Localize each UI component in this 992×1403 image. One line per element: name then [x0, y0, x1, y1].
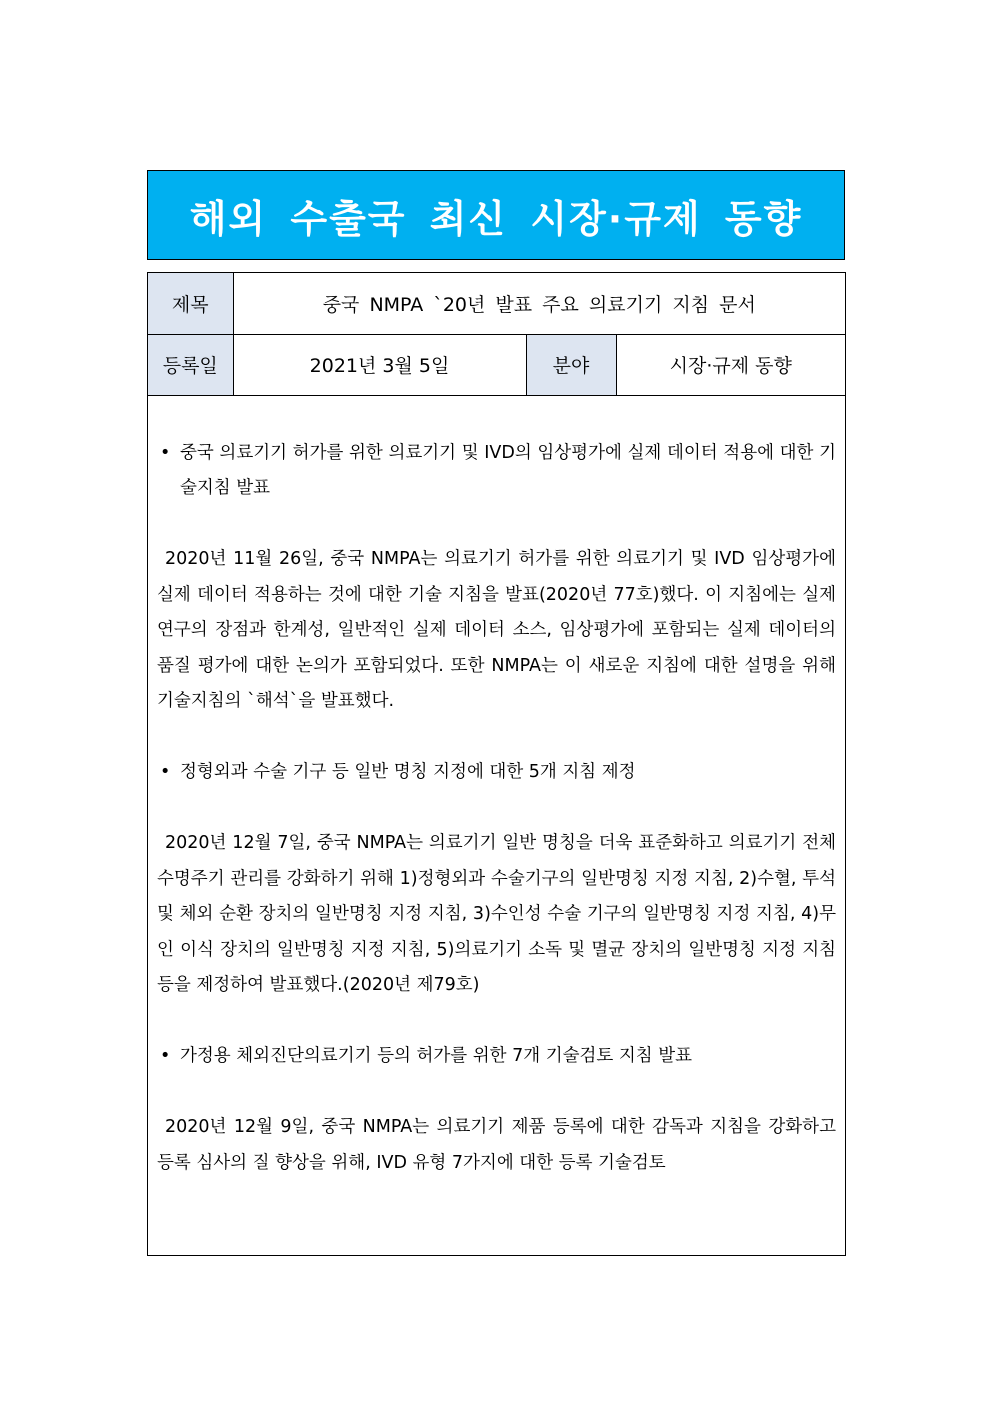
section-paragraph-3: 2020년 12월 9일, 중국 NMPA는 의료기기 제품 등록에 대한 감독과 지침을 강화하고 등록 심사의 질 향상을 위해, IVD 유형 7가지에 대한 등록 기술검토: [157, 1117, 836, 1173]
section-heading-3: [157, 1039, 836, 1075]
spacer: [157, 1004, 836, 1040]
date-label: 등록일: [148, 334, 233, 395]
spacer: [157, 507, 836, 543]
section-paragraph-1: 2020년 11월 26일, 중국 NMPA는 의료기기 허가를 위한 의료기기 및 IVD 임상평가에 실제 데이터 적용하는 것에 대한 기술 지침을 발표(2020년 77호)했다. 이 지침에는 실제 연구의 장점과 한계성, 일반적인 실제 데이터 소스, 임상평가에 포함되는 실제 데이터의 품질 평가에 대한 논의가 포함되었다. 또한 NMPA는 이 새로운 지침에 대한 설명을 위해 기술지침의 `해석`을 발표했다.: [157, 549, 836, 711]
date-value: 2021년 3월 5일: [233, 334, 526, 395]
banner-title: 해외 수출국 최신 시장·규제 동향: [189, 196, 803, 241]
document-frame: [147, 272, 846, 1256]
bullet-icon: •: [160, 442, 171, 463]
info-row-meta: [148, 334, 845, 395]
section-heading-text: 정형외과 수술 기구 등 일반 명칭 지정에 대한 5개 지침 제정: [180, 762, 636, 782]
section-paragraph-2: 2020년 12월 7일, 중국 NMPA는 의료기기 일반 명칭을 더욱 표준화하고 의료기기 전체 수명주기 관리를 강화하기 위해 1)정형외과 수술기구의 일반명칭 지정 지침, 2)수혈, 투석 및 체외 순환 장치의 일반명칭 지정 지침, 3)수인성 수술 기구의 일반명칭 지정 지침, 4)무인 이식 장치의 일반명칭 지정 지침, 5)의료기기 소독 및 멸균 장치의 일반명칭 지정 지침 등을 제정하여 발표했다.(2020년 제79호): [157, 833, 836, 995]
info-table: [148, 273, 845, 396]
spacer: [157, 1075, 836, 1111]
title-value: 중국 NMPA `20년 발표 주요 의료기기 지침 문서: [233, 273, 845, 334]
section-heading-text: 가정용 체외진단의료기기 등의 허가를 위한 7개 기술검토 지침 발표: [180, 1046, 693, 1066]
section-heading-1: [157, 436, 836, 507]
header-banner: [147, 170, 845, 260]
field-value: 시장·규제 동향: [616, 334, 845, 395]
spacer: [157, 791, 836, 827]
section-heading-text: 중국 의료기기 허가를 위한 의료기기 및 IVD의 임상평가에 실제 데이터 적용에 대한 기술지침 발표: [180, 442, 836, 498]
spacer: [157, 720, 836, 756]
bullet-icon: •: [160, 762, 171, 782]
title-label: 제목: [148, 273, 233, 334]
field-label: 분야: [526, 334, 616, 395]
info-row-title: [148, 273, 845, 334]
bullet-icon: •: [160, 1046, 171, 1066]
section-heading-2: [157, 755, 836, 791]
document-body: [148, 396, 845, 1182]
